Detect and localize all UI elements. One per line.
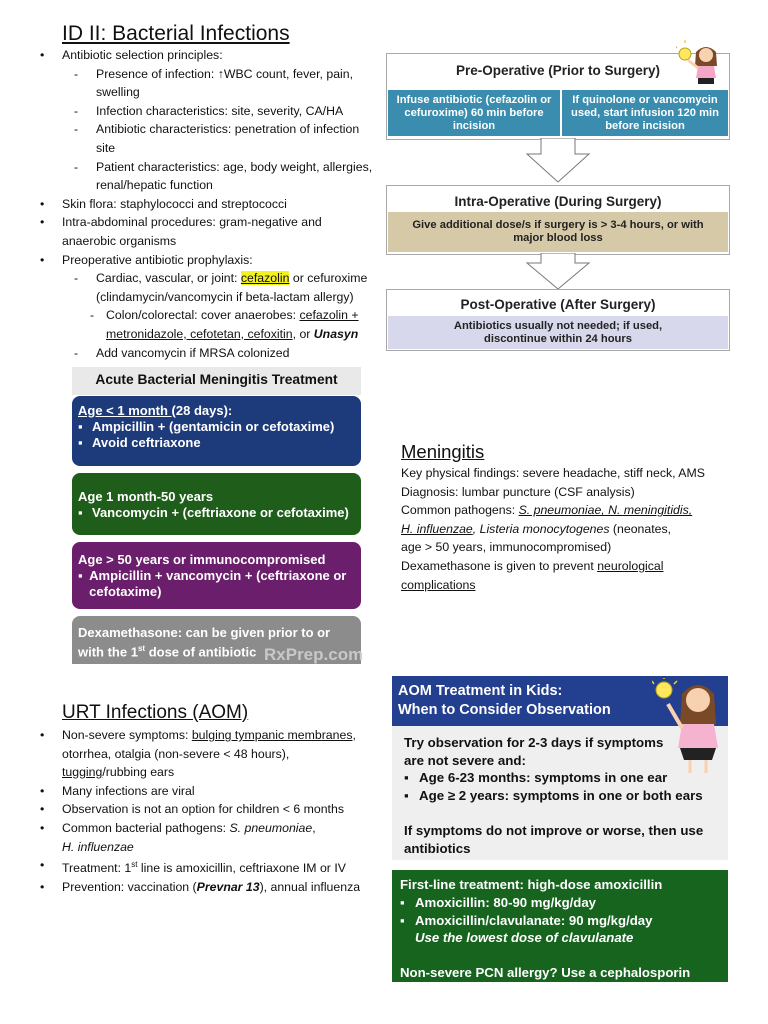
preop-title: Preoperative antibiotic prophylaxis:: [62, 252, 253, 267]
intraop-title: Intra-Operative (During Surgery): [454, 194, 662, 209]
box4-text-a: Dexamethasone: can be given prior to or with the 1: [78, 625, 331, 660]
box1-heading: [78, 403, 355, 419]
diagnosis: Diagnosis: lumbar puncture (CSF analysis): [401, 484, 635, 499]
unasyn: Unasyn: [313, 326, 359, 341]
urt-pathogens: [38, 819, 373, 856]
green-title: First-line treatment: high-dose amoxicillin: [400, 877, 663, 892]
treat-b: line is amoxicillin, ceftriaxone IM or IV: [137, 861, 346, 876]
skin-flora: • Skin flora: staphylococci and streptococci: [38, 195, 378, 214]
aom-item: [404, 787, 718, 805]
intraop-text: Give additional dose/s if surgery is > 3-4 hours, or with major blood loss: [388, 212, 728, 252]
path-mid: ,: [312, 820, 316, 835]
dexamethasone-line: [401, 557, 721, 576]
square-bullet-icon: ▪: [78, 419, 83, 434]
pathogens-line-2: [401, 520, 721, 539]
preop-right-text: If quinolone or vancomycin used, start infusion 120 min before incision: [562, 90, 728, 136]
urt-observation: • Observation is not an option for children < 6 months: [38, 800, 373, 819]
dexa-pre: Dexamethasone is given to prevent: [401, 558, 598, 573]
aom-if-line-1: If symptoms do not improve or worse, then use: [404, 823, 704, 838]
rubbing-ears: /rubbing ears: [102, 765, 175, 780]
symptoms-pre: Non-severe symptoms:: [62, 728, 192, 742]
pathogens-underlined-1: S. pneumoniae, N. meningitidis,: [518, 503, 693, 518]
girl-idea-illustration: [652, 678, 728, 774]
preop-prophylaxis: [38, 251, 378, 363]
box4-text-b: dose of antibiotic: [145, 644, 257, 660]
dexa-underlined-1: neurological: [597, 558, 664, 573]
aom-head-line-2: When to Consider Observation: [398, 702, 611, 718]
symptoms-rest: , otorrhea, otalgia (non-severe < 48 hours),: [62, 728, 356, 761]
urt-symptoms: [38, 726, 373, 782]
preop-title: Pre-Operative (Prior to Surgery): [455, 63, 661, 78]
urt-title: URT Infections (AOM): [62, 702, 249, 723]
square-bullet-icon: ▪: [400, 894, 405, 910]
green-note: Use the lowest dose of clavulanate: [415, 930, 634, 946]
pathogens-pre: Common pathogens:: [401, 503, 519, 518]
pathogens-line: [401, 501, 721, 520]
selection-item-post: WBC count, fever, pain, swelling: [96, 66, 354, 100]
box1-heading-rest: (28 days):: [171, 403, 233, 418]
urt-viral: • Many infections are viral: [38, 782, 373, 801]
box1-item-avoid: Avoid ceftriaxone: [92, 435, 201, 450]
square-bullet-icon: ▪: [78, 505, 83, 520]
box3-item: [78, 568, 355, 600]
girl-illustration: [676, 40, 726, 88]
postop-text: Antibiotics usually not needed; if used, discontinue within 24 hours: [388, 316, 728, 349]
prev-b: ), annual influenza: [259, 879, 361, 894]
square-bullet-icon: ▪: [78, 568, 83, 583]
tugging: tugging: [62, 765, 103, 780]
box1-heading-underlined: Age < 1 month: [78, 403, 172, 418]
box1-item: [78, 419, 355, 435]
box1-item: [78, 435, 355, 451]
path-italic-1: S. pneumoniae: [229, 820, 313, 835]
box4-sup: st: [137, 644, 146, 653]
green-item: [400, 912, 722, 930]
square-bullet-icon: ▪: [404, 770, 409, 785]
aom-if-line-2: antibiotics: [404, 840, 471, 856]
box2-item-text: Vancomycin + (ceftriaxone or cefotaxime): [92, 505, 349, 520]
selection-item: - Patient characteristics: age, body weight, allergies, renal/hepatic function: [62, 158, 378, 195]
intra-abdominal: • Intra-abdominal procedures: gram-negative and anaerobic organisms: [38, 213, 378, 250]
green-item-2: Amoxicillin/clavulanate: 90 mg/kg/day: [415, 912, 653, 928]
meningitis-notes: [401, 464, 721, 594]
down-arrow-icon: [525, 138, 591, 184]
square-bullet-icon: ▪: [404, 787, 409, 803]
key-findings: Key physical findings: severe headache, stiff neck, AMS: [401, 466, 705, 480]
selection-item-pre: Presence of infection:: [96, 66, 218, 81]
green-item-1: Amoxicillin: 80-90 mg/kg/day: [415, 894, 597, 910]
rxprep-watermark: RxPrep.com: [264, 645, 364, 664]
aom-try-line-2: are not severe and:: [404, 752, 526, 768]
colo-mid: , or: [292, 326, 314, 341]
path-italic-2: H. influenzae: [62, 839, 134, 854]
selection-item: - Antibiotic characteristics: penetration of infection site: [62, 120, 378, 157]
page-title: ID II: Bacterial Infections: [62, 22, 290, 45]
pathogens-italic: , Listeria monocytogenes: [472, 521, 610, 536]
first-line-treatment-box: [392, 870, 728, 982]
box1-item-b: (gentamicin or cefotaxime): [168, 419, 335, 434]
pathogens-underlined-2: H. influenzae: [401, 521, 473, 536]
aom-item-1: Age 6-23 months: symptoms in one ear: [419, 770, 668, 785]
age-lt-1-month-box: [72, 396, 361, 466]
prevnar: Prevnar 13: [196, 879, 260, 894]
bacterial-notes: [38, 46, 378, 362]
box2-heading: Age 1 month-50 years: [78, 489, 214, 504]
postop-title: Post-Operative (After Surgery): [460, 297, 656, 312]
colorectal-item: [62, 306, 378, 343]
box2-item: [78, 505, 355, 521]
aom-head-line-1: AOM Treatment in Kids:: [398, 683, 563, 699]
treat-sup: st: [131, 860, 138, 870]
colo-underline-2: metronidazole, cefotetan, cefoxitin: [106, 326, 293, 341]
green-last: Non-severe PCN allergy? Use a cephalosporin: [400, 965, 691, 981]
square-bullet-icon: ▪: [78, 435, 83, 450]
pathogens-line-3: age > 50 years, immunocompromised): [401, 540, 612, 555]
box3-heading: Age > 50 years or immunocompromised: [78, 552, 326, 567]
box1-item-a: Ampicillin +: [92, 419, 169, 434]
up-arrow-icon: ↑: [217, 66, 224, 81]
meningitis-chart-title: Acute Bacterial Meningitis Treatment: [95, 372, 338, 387]
colo-underline-1: cefazolin +: [299, 308, 359, 323]
selection-item: [62, 65, 378, 102]
prev-a: Prevention: vaccination (: [62, 879, 197, 894]
symptoms-underlined: bulging tympanic membranes: [191, 728, 353, 742]
aom-try-line-1: Try observation for 2-3 days if symptoms: [404, 735, 664, 750]
aom-item-2: Age ≥ 2 years: symptoms in one or both ears: [419, 787, 703, 803]
age-gt-50-box: [72, 542, 361, 609]
urt-treatment: [38, 856, 373, 878]
colo-pre: Colon/colorectal: cover anaerobes:: [106, 308, 300, 323]
urt-prevention: [38, 878, 373, 897]
urt-notes: [38, 726, 373, 896]
down-arrow-icon: [525, 253, 591, 291]
treat-a: Treatment: 1: [62, 861, 132, 876]
green-item: [400, 894, 722, 912]
box3-item-text: Ampicillin + vancomycin + (ceftriaxone or cefotaxime): [89, 568, 347, 599]
mrsa-item: - Add vancomycin if MRSA colonized: [62, 344, 378, 363]
path-pre: Common bacterial pathogens:: [62, 820, 230, 835]
preop-left-text: Infuse antibiotic (cefazolin or cefuroxime) 60 min before incision: [388, 90, 560, 136]
square-bullet-icon: ▪: [400, 912, 405, 928]
cefazolin-highlight: cefazolin: [240, 271, 290, 286]
cardiac-post: or cefuroxime (clindamycin/vancomycin if beta-lactam allergy): [96, 271, 368, 304]
cardiac-pre: Cardiac, vascular, or joint:: [96, 271, 241, 286]
selection-principles: [38, 46, 378, 195]
selection-title: Antibiotic selection principles:: [62, 48, 223, 62]
selection-item: - Infection characteristics: site, severity, CA/HA: [62, 102, 378, 121]
cardiac-item: [62, 269, 378, 306]
dexamethasone-line-2: [401, 576, 721, 595]
meningitis-title: Meningitis: [401, 441, 485, 462]
pathogens-post: (neonates,: [609, 521, 672, 536]
dexa-underlined-2: complications: [401, 577, 476, 592]
age-1-month-50-years-box: [72, 473, 361, 535]
